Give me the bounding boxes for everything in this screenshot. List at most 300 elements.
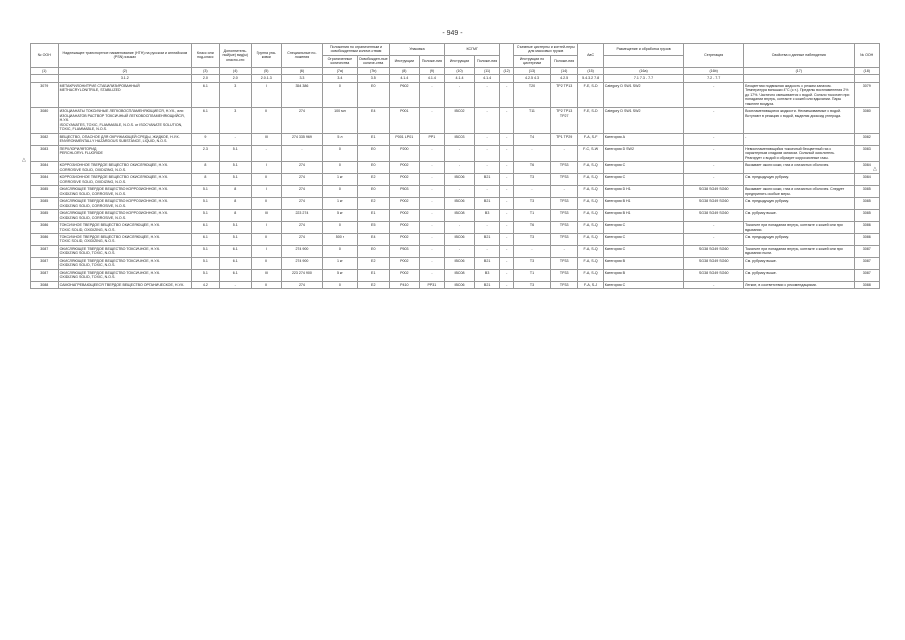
shipping-name-ru: МЕТАКРИЛОНИТРИЛ СТАБИЛИЗИРОВАННЫЙ — [59, 83, 140, 88]
shipping-name-cell — [58, 281, 191, 288]
cell-seg: - — [684, 281, 744, 288]
cell-lq: 5 л — [323, 133, 358, 145]
cell-seg: SG38 SG49 SG60 — [684, 245, 744, 257]
table-row — [31, 245, 880, 257]
cell-sp: 274 — [281, 233, 322, 245]
cell-un2: 3086 — [854, 222, 879, 234]
cell-stow: Категория D H1 — [603, 186, 684, 198]
shipping-name-en: OXIDIZING SOLID, CORROSIVE, N.O.S. — [59, 191, 127, 196]
column-number-row-cell: (12) — [500, 67, 514, 74]
cell-pp: - — [419, 198, 444, 210]
cell-eq: E1 — [357, 210, 389, 222]
reference-row-cell: 2.0.1.3 — [251, 75, 281, 82]
reference-row-cell: 4.1.4 — [389, 75, 419, 82]
column-number-row-cell: (4) — [219, 67, 251, 74]
cell-ibc: - — [445, 186, 475, 198]
cell-ibc: - — [445, 145, 475, 161]
reference-row-cell: 4.1.4 — [474, 75, 499, 82]
cell-sp: 274 900 — [281, 245, 322, 257]
shipping-name-cell — [58, 257, 191, 269]
cell-ems: F-A, S-Q — [578, 233, 603, 245]
cell-sp: 223 274 — [281, 210, 322, 222]
shipping-name-en: PERCHLORYL FLUORIDE — [59, 151, 103, 156]
cell-tank: T20 — [514, 82, 551, 107]
cell-un2: 3085 — [854, 186, 879, 198]
cell-ems: F-A, S-Q — [578, 269, 603, 281]
reference-row-cell: 2.0 — [192, 75, 220, 82]
cell-cls: 8 — [192, 162, 220, 174]
cell-sp: 274 335 969 — [281, 133, 322, 145]
column-number-row-cell: (3) — [192, 67, 220, 74]
shipping-name-en: TOXIC SOLID, OXIDIZING, N.O.S. — [59, 239, 116, 244]
shipping-name-ru: ОКИСЛЯЮЩЕЕ ТВЕРДОЕ ВЕЩЕСТВО ТОКСИЧНОЕ, Н.У.К. — [59, 270, 161, 275]
dangerous-goods-table — [30, 43, 880, 289]
shipping-name-en: OXIDIZING SOLID, CORROSIVE, N.O.S. — [59, 203, 127, 208]
reference-row-cell: 4.2.5 4.3 — [514, 75, 551, 82]
column-number-row-cell: (7a) — [323, 67, 358, 74]
cell-prop: См. предыдущую рубрику. — [744, 233, 854, 245]
table-row — [31, 269, 880, 281]
cell-pi: P410 — [389, 281, 419, 288]
cell-ems: F-A, S-Q — [578, 245, 603, 257]
cell-ibc: - — [445, 82, 475, 107]
cell-cls: 6.1 — [192, 82, 220, 107]
cell-tank: T1 — [514, 269, 551, 281]
cell-t12: - — [500, 162, 514, 174]
cell-lq: 0 — [323, 186, 358, 198]
cell-stow: Категория C — [603, 174, 684, 186]
cell-t12: - — [500, 133, 514, 145]
cell-lq: 0 — [323, 162, 358, 174]
cell-ems: F-A, S-Q — [578, 174, 603, 186]
cell-ibcp: - — [474, 245, 499, 257]
cell-cls: 8 — [192, 174, 220, 186]
cell-prop: См. рубрику выше. — [744, 210, 854, 222]
cell-stow: Категория B — [603, 269, 684, 281]
cell-sp: 274 — [281, 162, 322, 174]
shipping-name-en: METHACRYLONITRILE, STABILIZED — [59, 88, 121, 93]
cell-ibcp: B21 — [474, 198, 499, 210]
cell-sp: 274 — [281, 281, 322, 288]
cell-tp: TP33 — [550, 162, 578, 174]
change-marker-icon: △ — [873, 166, 877, 172]
cell-prop: Невоспламеняющийся токсичный бесцветный газ с характерным сладким запахом. Сильный окислитель. Реагирует с водой и образует коррозионные газы. — [744, 145, 854, 161]
cell-cls: 2.3 — [192, 145, 220, 161]
cell-seg: - — [684, 145, 744, 161]
cell-pi: P002 — [389, 198, 419, 210]
cell-un2: 3087 — [854, 245, 879, 257]
cell-ems: F-A, S-Q — [578, 198, 603, 210]
cell-eq: E2 — [357, 281, 389, 288]
cell-lq: 1 кг — [323, 174, 358, 186]
column-number-row-cell: (10) — [445, 67, 475, 74]
column-number-row-cell: (6) — [281, 67, 322, 74]
cell-lq: 100 мл — [323, 108, 358, 133]
cell-tp: TP33 — [550, 210, 578, 222]
cell-un: 3085 — [31, 210, 59, 222]
reference-row-cell: 4.1.4 — [445, 75, 475, 82]
cell-ems: F-A, S-Q — [578, 222, 603, 234]
cell-stow: Категория A — [603, 133, 684, 145]
cell-ibc: IBC06 — [445, 233, 475, 245]
change-marker-icon: △ — [22, 157, 26, 163]
cell-tp: TP33 — [550, 281, 578, 288]
col-provisions: Положе-ния — [419, 55, 444, 67]
cell-seg: SG38 SG49 SG60 — [684, 198, 744, 210]
cell-cls: 5.1 — [192, 210, 220, 222]
shipping-name-ru: ОКИСЛЯЮЩЕЕ ТВЕРДОЕ ВЕЩЕСТВО ТОКСИЧНОЕ, Н.У.К. — [59, 246, 161, 251]
shipping-name-cell — [58, 198, 191, 210]
reference-row-cell: 3.3 — [281, 75, 322, 82]
cell-pg: III — [251, 269, 281, 281]
cell-t12: - — [500, 245, 514, 257]
col-properties: Свойства и данные наблюдения — [744, 44, 854, 68]
cell-t12: - — [500, 269, 514, 281]
cell-pp: - — [419, 222, 444, 234]
cell-t12: - — [500, 174, 514, 186]
cell-un: 3084 — [31, 162, 59, 174]
cell-ibc: IBC03 — [445, 133, 475, 145]
cell-pi: P002 — [389, 222, 419, 234]
col-stowage-sub — [603, 55, 684, 67]
cell-sub: 6.1 — [219, 257, 251, 269]
shipping-name-ru: ТОКСИЧНОЕ ТВЕРДОЕ ВЕЩЕСТВО ОКИСЛЯЮЩЕЕ, Н.У.К. — [59, 223, 161, 228]
col-packing: Упаковка — [389, 44, 444, 56]
cell-seg: - — [684, 222, 744, 234]
cell-sp: 354 386 — [281, 82, 322, 107]
cell-t12: - — [500, 222, 514, 234]
shipping-name-en: CORROSIVE SOLID, OXIDIZING, N.O.S. — [59, 167, 127, 172]
table-row — [31, 108, 880, 133]
column-number-row-cell: (2) — [58, 67, 191, 74]
shipping-name-ru: КОРРОЗИОННОЕ ТВЕРДОЕ ВЕЩЕСТВО ОКИСЛЯЮЩЕЕ, Н.У.К. — [59, 175, 169, 180]
cell-sub: - — [219, 133, 251, 145]
reference-row-cell: 3.4 — [323, 75, 358, 82]
cell-un: 3087 — [31, 257, 59, 269]
cell-ibc: IBC06 — [445, 281, 475, 288]
cell-lq: 0 — [323, 82, 358, 107]
cell-un2: 3079 — [854, 82, 879, 107]
shipping-name-cell — [58, 108, 191, 133]
column-number-row-cell: (5) — [251, 67, 281, 74]
cell-stow: Категория B — [603, 257, 684, 269]
cell-tp: TP33 — [550, 174, 578, 186]
cell-stow: Категория C — [603, 162, 684, 174]
cell-pi: P002 — [389, 269, 419, 281]
cell-t12: - — [500, 233, 514, 245]
cell-tank: T6 — [514, 222, 551, 234]
cell-stow: Категория B H1 — [603, 210, 684, 222]
cell-pg: - — [251, 145, 281, 161]
cell-pi: P503 — [389, 245, 419, 257]
cell-seg: - — [684, 233, 744, 245]
shipping-name-en: OXIDIZING SOLID, TOXIC, N.O.S. — [59, 275, 116, 280]
cell-prop: См. рубрику выше. — [744, 269, 854, 281]
cell-un: 3087 — [31, 245, 59, 257]
column-number-row-cell: (14) — [550, 67, 578, 74]
cell-tp: TP1 TP29 — [550, 133, 578, 145]
cell-cls: 4.2 — [192, 281, 220, 288]
cell-t12: - — [500, 82, 514, 107]
cell-sp: 274 — [281, 222, 322, 234]
cell-seg: SG38 SG49 SG60 — [684, 257, 744, 269]
shipping-name-ru: ТОКСИЧНОЕ ТВЕРДОЕ ВЕЩЕСТВО ОКИСЛЯЮЩЕЕ, Н.У.К. — [59, 234, 161, 239]
cell-t12: - — [500, 108, 514, 133]
shipping-name-ru: ОКИСЛЯЮЩЕЕ ТВЕРДОЕ ВЕЩЕСТВО КОРРОЗИОННОЕ, Н.У.К. — [59, 211, 169, 216]
table-row — [31, 82, 880, 107]
cell-stow: Category D SW1 SW2 — [603, 108, 684, 133]
table-row — [31, 186, 880, 198]
cell-sp: 274 — [281, 108, 322, 133]
cell-seg: - — [684, 82, 744, 107]
table-row — [31, 257, 880, 269]
cell-sub: 5.1 — [219, 162, 251, 174]
cell-pi: P002 — [389, 257, 419, 269]
cell-pg: I — [251, 82, 281, 107]
cell-tp: TP33 — [550, 257, 578, 269]
cell-pi: P002 — [389, 233, 419, 245]
cell-t12: - — [500, 145, 514, 161]
cell-prop: Токсичен при попадании внутрь, контакте с кожей или при вдыхании. — [744, 222, 854, 234]
cell-pi: P002 — [389, 174, 419, 186]
cell-eq: E2 — [357, 174, 389, 186]
cell-tp: - — [550, 145, 578, 161]
cell-pg: III — [251, 210, 281, 222]
cell-seg: SG38 SG49 SG60 — [684, 210, 744, 222]
cell-lq: 1 кг — [323, 257, 358, 269]
col-ems: АвС — [578, 44, 603, 68]
column-number-row-cell: (1) — [31, 67, 59, 74]
cell-stow: Категория C — [603, 245, 684, 257]
cell-seg: - — [684, 174, 744, 186]
cell-un2: 3085 — [854, 198, 879, 210]
table-row — [31, 145, 880, 161]
cell-stow: Категория B H1 — [603, 198, 684, 210]
cell-un2: 3087 — [854, 257, 879, 269]
cell-pi: P602 — [389, 82, 419, 107]
cell-sub: 5.1 — [219, 222, 251, 234]
cell-ibc: - — [445, 222, 475, 234]
shipping-name-cell — [58, 145, 191, 161]
cell-tank: - — [514, 186, 551, 198]
cell-pi: P002 — [389, 210, 419, 222]
cell-pi: P503 — [389, 186, 419, 198]
reference-row-cell — [500, 75, 514, 82]
shipping-name-ru: ОКИСЛЯЮЩЕЕ ТВЕРДОЕ ВЕЩЕСТВО КОРРОЗИОННОЕ, Н.У.К. — [59, 187, 169, 192]
cell-pg: I — [251, 222, 281, 234]
cell-sub: 6.1 — [219, 245, 251, 257]
cell-pg: III — [251, 133, 281, 145]
reference-row — [31, 75, 880, 82]
cell-pg: II — [251, 108, 281, 133]
cell-t12: - — [500, 198, 514, 210]
reference-row-cell: 3.1.2 — [58, 75, 191, 82]
col-tank-provisions: Положе-ния — [550, 55, 578, 67]
cell-eq: E4 — [357, 108, 389, 133]
table-header — [31, 44, 880, 68]
cell-ibcp: - — [474, 145, 499, 161]
cell-ibc: IBC08 — [445, 269, 475, 281]
cell-ibc: IBC08 — [445, 210, 475, 222]
cell-eq: E0 — [357, 162, 389, 174]
shipping-name-en: ENVIRONMENTALLY HAZARDOUS SUBSTANCE, LIQUID, N.O.S. — [59, 139, 168, 144]
column-number-row-cell: (16a) — [603, 67, 684, 74]
shipping-name-ru: ВЕЩЕСТВО, ОПАСНОЕ ДЛЯ ОКРУЖАЮЩЕЙ СРЕДЫ, ЖИДКОЕ, Н.У.К. — [59, 134, 180, 139]
column-number-row-cell: (15) — [578, 67, 603, 74]
cell-pg: II — [251, 198, 281, 210]
cell-tp: - — [550, 186, 578, 198]
column-number-row-cell: (11) — [474, 67, 499, 74]
cell-un2: 3084 — [854, 174, 879, 186]
cell-lq: 5 кг — [323, 210, 358, 222]
cell-pp: - — [419, 233, 444, 245]
cell-ibcp: - — [474, 108, 499, 133]
cell-sp: 274 — [281, 186, 322, 198]
cell-cls: 5.1 — [192, 198, 220, 210]
cell-sub: 3 — [219, 108, 251, 133]
cell-ems: F-C, S-W — [578, 145, 603, 161]
col-ibc-provisions: Положе-ния — [474, 55, 499, 67]
shipping-name-cell — [58, 162, 191, 174]
cell-un2: 3080 — [854, 108, 879, 133]
cell-un2: 3084 — [854, 162, 879, 174]
cell-pg: I — [251, 162, 281, 174]
cell-un: 3083 — [31, 145, 59, 161]
cell-prop: Токсичен при попадании внутрь, контакте с кожей или при вдыхании пыли. — [744, 245, 854, 257]
cell-tank: - — [514, 245, 551, 257]
cell-pp: - — [419, 210, 444, 222]
cell-cls: 5.1 — [192, 186, 220, 198]
reference-row-cell: 5.4.3.2 7.8 — [578, 75, 603, 82]
cell-ibc: - — [445, 162, 475, 174]
cell-prop: Вызывает ожоги кожи, глаз и слизистых оболочек. Следует предпринять особые меры. — [744, 186, 854, 198]
cell-tp: TP33 — [550, 222, 578, 234]
cell-ibcp: B3 — [474, 210, 499, 222]
shipping-name-en: ISOCYANATES, TOXIC, FLAMMABLE, N.O.S. or ISOCYANATE SOLUTION, TOXIC, FLAMMABLE, N.O.S. — [59, 122, 183, 132]
column-number-row-cell: (7b) — [357, 67, 389, 74]
cell-prop: Бесцветная подвижная жидкость с резким запахом. Температура вспышки 4°C (с.т.). Пределы воспламенения 2% до 17%. Частично смешивается с водой. Сильно токсичен при попадании внутрь, контакте с кожей или вдыхании. Пары тяжелее воздуха. — [744, 82, 854, 107]
cell-prop: Легкие, в соответствии с рекомендациями. — [744, 281, 854, 288]
cell-eq: E2 — [357, 198, 389, 210]
cell-sub: - — [219, 281, 251, 288]
shipping-name-cell — [58, 269, 191, 281]
column-number-row-cell: (8) — [389, 67, 419, 74]
col-tank-instructions: Инструкции по цистернам — [514, 55, 551, 67]
col-tanks: Съемные цистерны и контей-неры для массовых грузов — [514, 44, 578, 56]
cell-ems: F-A, S-Q — [578, 162, 603, 174]
reference-row-cell: 3.5 — [357, 75, 389, 82]
cell-prop: См. предыдущую рубрику. — [744, 174, 854, 186]
col-class: Класс или под-класс — [192, 44, 220, 68]
cell-cls: 6.1 — [192, 233, 220, 245]
cell-cls: 6.1 — [192, 222, 220, 234]
table-row — [31, 222, 880, 234]
cell-lq: 500 г — [323, 233, 358, 245]
cell-pp: - — [419, 245, 444, 257]
cell-pg: I — [251, 245, 281, 257]
cell-t12: - — [500, 186, 514, 198]
cell-ems: F-E, S-D — [578, 108, 603, 133]
cell-ibcp: - — [474, 222, 499, 234]
cell-lq: 5 кг — [323, 269, 358, 281]
cell-sp: 274 — [281, 198, 322, 210]
cell-sub: 3 — [219, 82, 251, 107]
cell-stow: Category D SW1 SW2 — [603, 82, 684, 107]
cell-pp: PP31 — [419, 281, 444, 288]
cell-tp: TP2 TP13 TP27 — [550, 108, 578, 133]
shipping-name-ru: ПЕРХЛОРИЛФТОРИД — [59, 146, 97, 151]
cell-sp: 274 — [281, 174, 322, 186]
cell-pg: II — [251, 257, 281, 269]
cell-ems: F-A, S-Q — [578, 257, 603, 269]
cell-pp: - — [419, 186, 444, 198]
shipping-name-cell — [58, 245, 191, 257]
reference-row-cell — [854, 75, 879, 82]
cell-stow: Категория C — [603, 281, 684, 288]
cell-ems: F-A, S-J — [578, 281, 603, 288]
cell-prop: См. предыдущую рубрику. — [744, 198, 854, 210]
cell-tank: T3 — [514, 174, 551, 186]
cell-prop: Вызывает ожоги кожи, глаз и слизистых оболочек. — [744, 162, 854, 174]
column-number-row-cell: (9) — [419, 67, 444, 74]
cell-un: 3085 — [31, 186, 59, 198]
cell-seg: SG38 SG49 SG60 — [684, 269, 744, 281]
cell-tp: TP33 — [550, 198, 578, 210]
cell-un2: 3083 — [854, 145, 879, 161]
cell-eq: E0 — [357, 186, 389, 198]
cell-eq: E1 — [357, 133, 389, 145]
cell-ibcp: B21 — [474, 233, 499, 245]
column-number-row-cell: (17) — [744, 67, 854, 74]
cell-pi: P001 LP01 — [389, 133, 419, 145]
page-number: - 949 - — [442, 30, 463, 37]
cell-pp: - — [419, 162, 444, 174]
cell-tank: T3 — [514, 198, 551, 210]
cell-eq: E2 — [357, 257, 389, 269]
shipping-name-ru: ОКИСЛЯЮЩЕЕ ТВЕРДОЕ ВЕЩЕСТВО КОРРОЗИОННОЕ, Н.У.К. — [59, 199, 169, 204]
cell-stow: Категория D SW2 — [603, 145, 684, 161]
shipping-name-en: OXIDIZING SOLID, CORROSIVE, N.O.S. — [59, 215, 127, 220]
col-segregation: Сегрегация — [684, 44, 744, 68]
cell-pg: II — [251, 233, 281, 245]
cell-tp: TP33 — [550, 269, 578, 281]
col-limited-group: Положения по ограниченным и освобожденным количе-ствам — [323, 44, 390, 56]
reference-row-cell: 7.1 7.3 - 7.7 — [603, 75, 684, 82]
reference-row-cell: 2.0 — [219, 75, 251, 82]
cell-eq: E0 — [357, 82, 389, 107]
cell-tank: T3 — [514, 281, 551, 288]
column-number-row-cell: (18) — [854, 67, 879, 74]
shipping-name-ru: ОКИСЛЯЮЩЕЕ ТВЕРДОЕ ВЕЩЕСТВО ТОКСИЧНОЕ, Н.У.К. — [59, 258, 161, 263]
cell-ibc: - — [445, 245, 475, 257]
cell-eq: E0 — [357, 145, 389, 161]
cell-pg: I — [251, 186, 281, 198]
cell-pp: - — [419, 82, 444, 107]
cell-prop: Воспламеняющиеся жидкости. Несмешиваемые с водой. Вступают в реакцию с водой, выделяя диоксид углерода. — [744, 108, 854, 133]
cell-seg: - — [684, 108, 744, 133]
cell-un: 3084 — [31, 174, 59, 186]
col-stowage: Размещение и обработка грузов — [603, 44, 684, 56]
cell-pp: - — [419, 108, 444, 133]
cell-pp: PP1 — [419, 133, 444, 145]
cell-sp: - — [281, 145, 322, 161]
cell-un: 3085 — [31, 198, 59, 210]
reference-row-cell: 4.2.5 — [550, 75, 578, 82]
col-name: Надлежащее транспортное наименование (НТН) на русском и английском (PSN) языках — [58, 44, 191, 68]
table-body — [31, 67, 880, 288]
cell-un2: 3082 — [854, 133, 879, 145]
cell-prop: - — [744, 133, 854, 145]
